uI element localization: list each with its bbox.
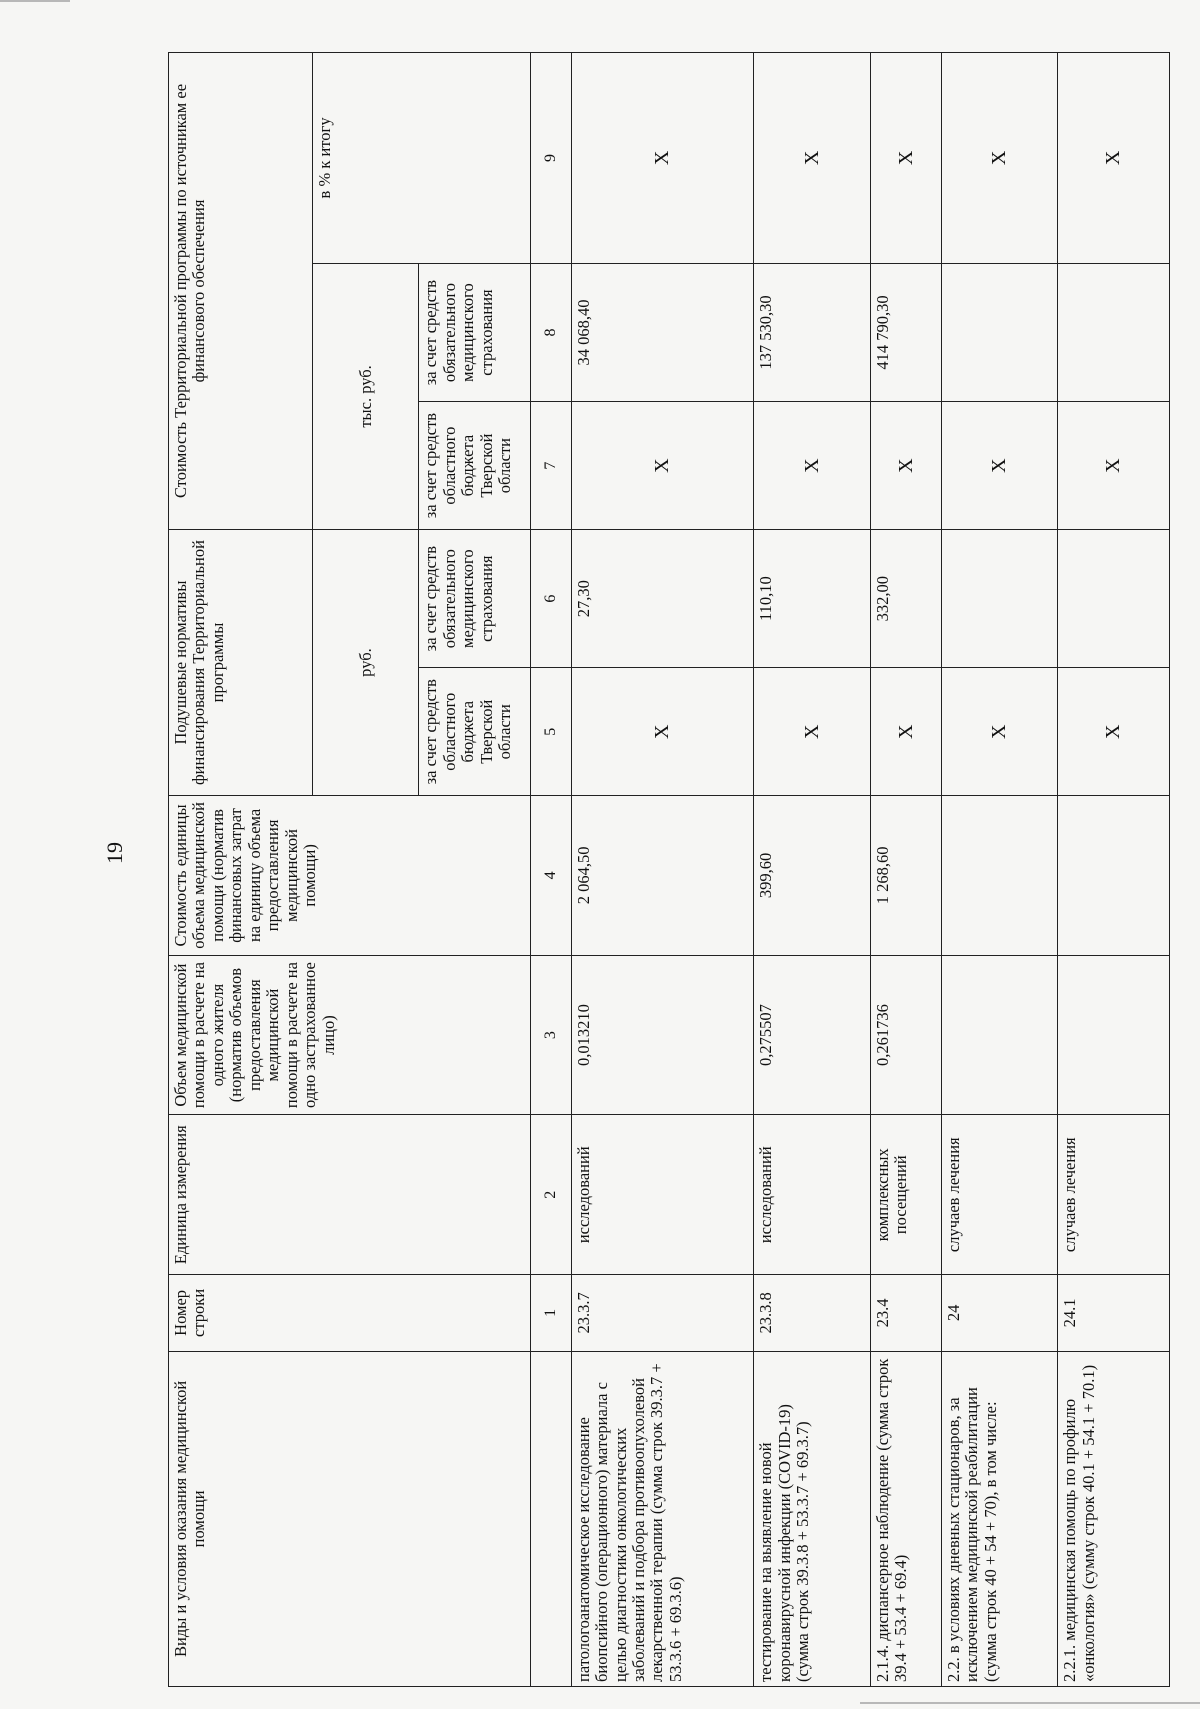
row-tc-oms: 34 068,40 [571, 263, 754, 401]
row-line-number: 24 [941, 1275, 1058, 1352]
row-volume [941, 955, 1058, 1115]
column-number: 9 [531, 53, 572, 264]
row-unit-cost: 399,60 [754, 796, 871, 956]
row-volume: 0,275507 [754, 955, 871, 1115]
row-name: 2.2.1. медицинская помощь по профилю «онкология» (сумму строк 40.1 + 54.1 + 70.1) [1058, 1351, 1170, 1686]
row-pct: X [870, 53, 941, 264]
row-name: тестирование на выявление новой коронавирусной инфекции (COVID-19) (сумма строк 39.3.8 + 53.3.7 + 69.3.7) [754, 1351, 871, 1686]
header-thous-rub: тыс. руб. [313, 263, 419, 529]
row-pc-oms: 332,00 [870, 529, 941, 667]
column-number: 8 [531, 263, 572, 401]
header-cost-group: Стоимость Территориальной программы по источникам ее финансового обеспечения [169, 53, 313, 530]
row-name: 2.2. в условиях дневных стационаров, за исключением медицинской реабилитации (сумма строк 40 + 54 + 70), в том числе: [941, 1351, 1058, 1686]
row-pc-budget: X [571, 668, 754, 796]
row-pct: X [941, 53, 1058, 264]
row-volume: 0,013210 [571, 955, 754, 1115]
column-number: 3 [531, 955, 572, 1115]
header-line-number: Номер строки [169, 1275, 531, 1352]
header-tc-oms: за счет средств обязательного медицинского страхования [419, 263, 531, 401]
row-tc-budget: X [571, 402, 754, 530]
header-pct-total: в % к итогу [313, 53, 531, 264]
row-unit-cost: 2 064,50 [571, 796, 754, 956]
column-numbers-row [531, 53, 572, 1687]
column-number: 5 [531, 668, 572, 796]
row-tc-oms: 414 790,30 [870, 263, 941, 401]
row-pc-oms [1058, 529, 1170, 667]
header-pc-oms: за счет средств обязательного медицинского страхования [419, 529, 531, 667]
row-tc-oms: 137 530,30 [754, 263, 871, 401]
row-pc-budget: X [754, 668, 871, 796]
scan-edge-line [860, 1702, 1200, 1704]
column-number: 7 [531, 402, 572, 530]
row-line-number: 23.4 [870, 1275, 941, 1352]
financing-table [168, 52, 1170, 1687]
table-row [754, 53, 871, 1687]
column-number: 6 [531, 529, 572, 667]
header-volume: Объем медицинской помощи в расчете на одного жителя (норматив объемов предоставления медицинской помощи в расчете на одно застрахованное лицо) [169, 955, 531, 1115]
row-unit-cost [1058, 796, 1170, 956]
table-row [1058, 53, 1170, 1687]
header-tc-budget: за счет средств областного бюджета Тверской области [419, 402, 531, 530]
row-tc-budget: X [941, 402, 1058, 530]
header-pc-budget: за счет средств областного бюджета Тверской области [419, 668, 531, 796]
row-line-number: 23.3.7 [571, 1275, 754, 1352]
row-pct: X [571, 53, 754, 264]
table-row [571, 53, 754, 1687]
column-number-blank [531, 1351, 572, 1686]
header-unit: Единица измерения [169, 1115, 531, 1275]
row-unit-cost [941, 796, 1058, 956]
row-pc-budget: X [870, 668, 941, 796]
row-unit: исследований [571, 1115, 754, 1275]
row-pct: X [1058, 53, 1170, 264]
row-unit: комплексных посещений [870, 1115, 941, 1275]
row-tc-oms [1058, 263, 1170, 401]
row-volume: 0,261736 [870, 955, 941, 1115]
row-tc-budget: X [1058, 402, 1170, 530]
row-tc-budget: X [754, 402, 871, 530]
row-unit: случаев лечения [941, 1115, 1058, 1275]
row-name: патологоанатомическое исследование биопсийного (операционного) материала с целью диагностики онкологических заболеваний и подбора противоопухолевой лекарственной терапии (сумма строк 39.3.7 + 53.3.6 + 69.3.6) [571, 1351, 754, 1686]
column-number: 4 [531, 796, 572, 956]
row-volume [1058, 955, 1170, 1115]
row-pc-budget: X [1058, 668, 1170, 796]
row-unit-cost: 1 268,60 [870, 796, 941, 956]
row-tc-budget: X [870, 402, 941, 530]
row-pc-oms: 110,10 [754, 529, 871, 667]
row-name: 2.1.4. диспансерное наблюдение (сумма строк 39.4 + 53.4 + 69.4) [870, 1351, 941, 1686]
row-pc-budget: X [941, 668, 1058, 796]
table-row [941, 53, 1058, 1687]
row-tc-oms [941, 263, 1058, 401]
header-rub: руб. [313, 529, 419, 795]
scan-edge-line [0, 0, 70, 2]
row-line-number: 24.1 [1058, 1275, 1170, 1352]
header-unit-cost: Стоимость единицы объема медицинской помощи (норматив финансовых затрат на единицу объема предоставления медицинской помощи) [169, 796, 531, 956]
header-percapita-group: Подушевые нормативы финансирования Территориальной программы [169, 529, 313, 795]
rotated-table-container [168, 52, 1170, 1687]
row-line-number: 23.3.8 [754, 1275, 871, 1352]
column-number: 2 [531, 1115, 572, 1275]
column-number: 1 [531, 1275, 572, 1352]
row-pc-oms: 27,30 [571, 529, 754, 667]
row-pct: X [754, 53, 871, 264]
row-unit: исследований [754, 1115, 871, 1275]
row-unit: случаев лечения [1058, 1115, 1170, 1275]
header-types: Виды и условия оказания медицинской помощи [169, 1351, 531, 1686]
row-pc-oms [941, 529, 1058, 667]
page-number: 19 [102, 842, 127, 864]
table-row [870, 53, 941, 1687]
